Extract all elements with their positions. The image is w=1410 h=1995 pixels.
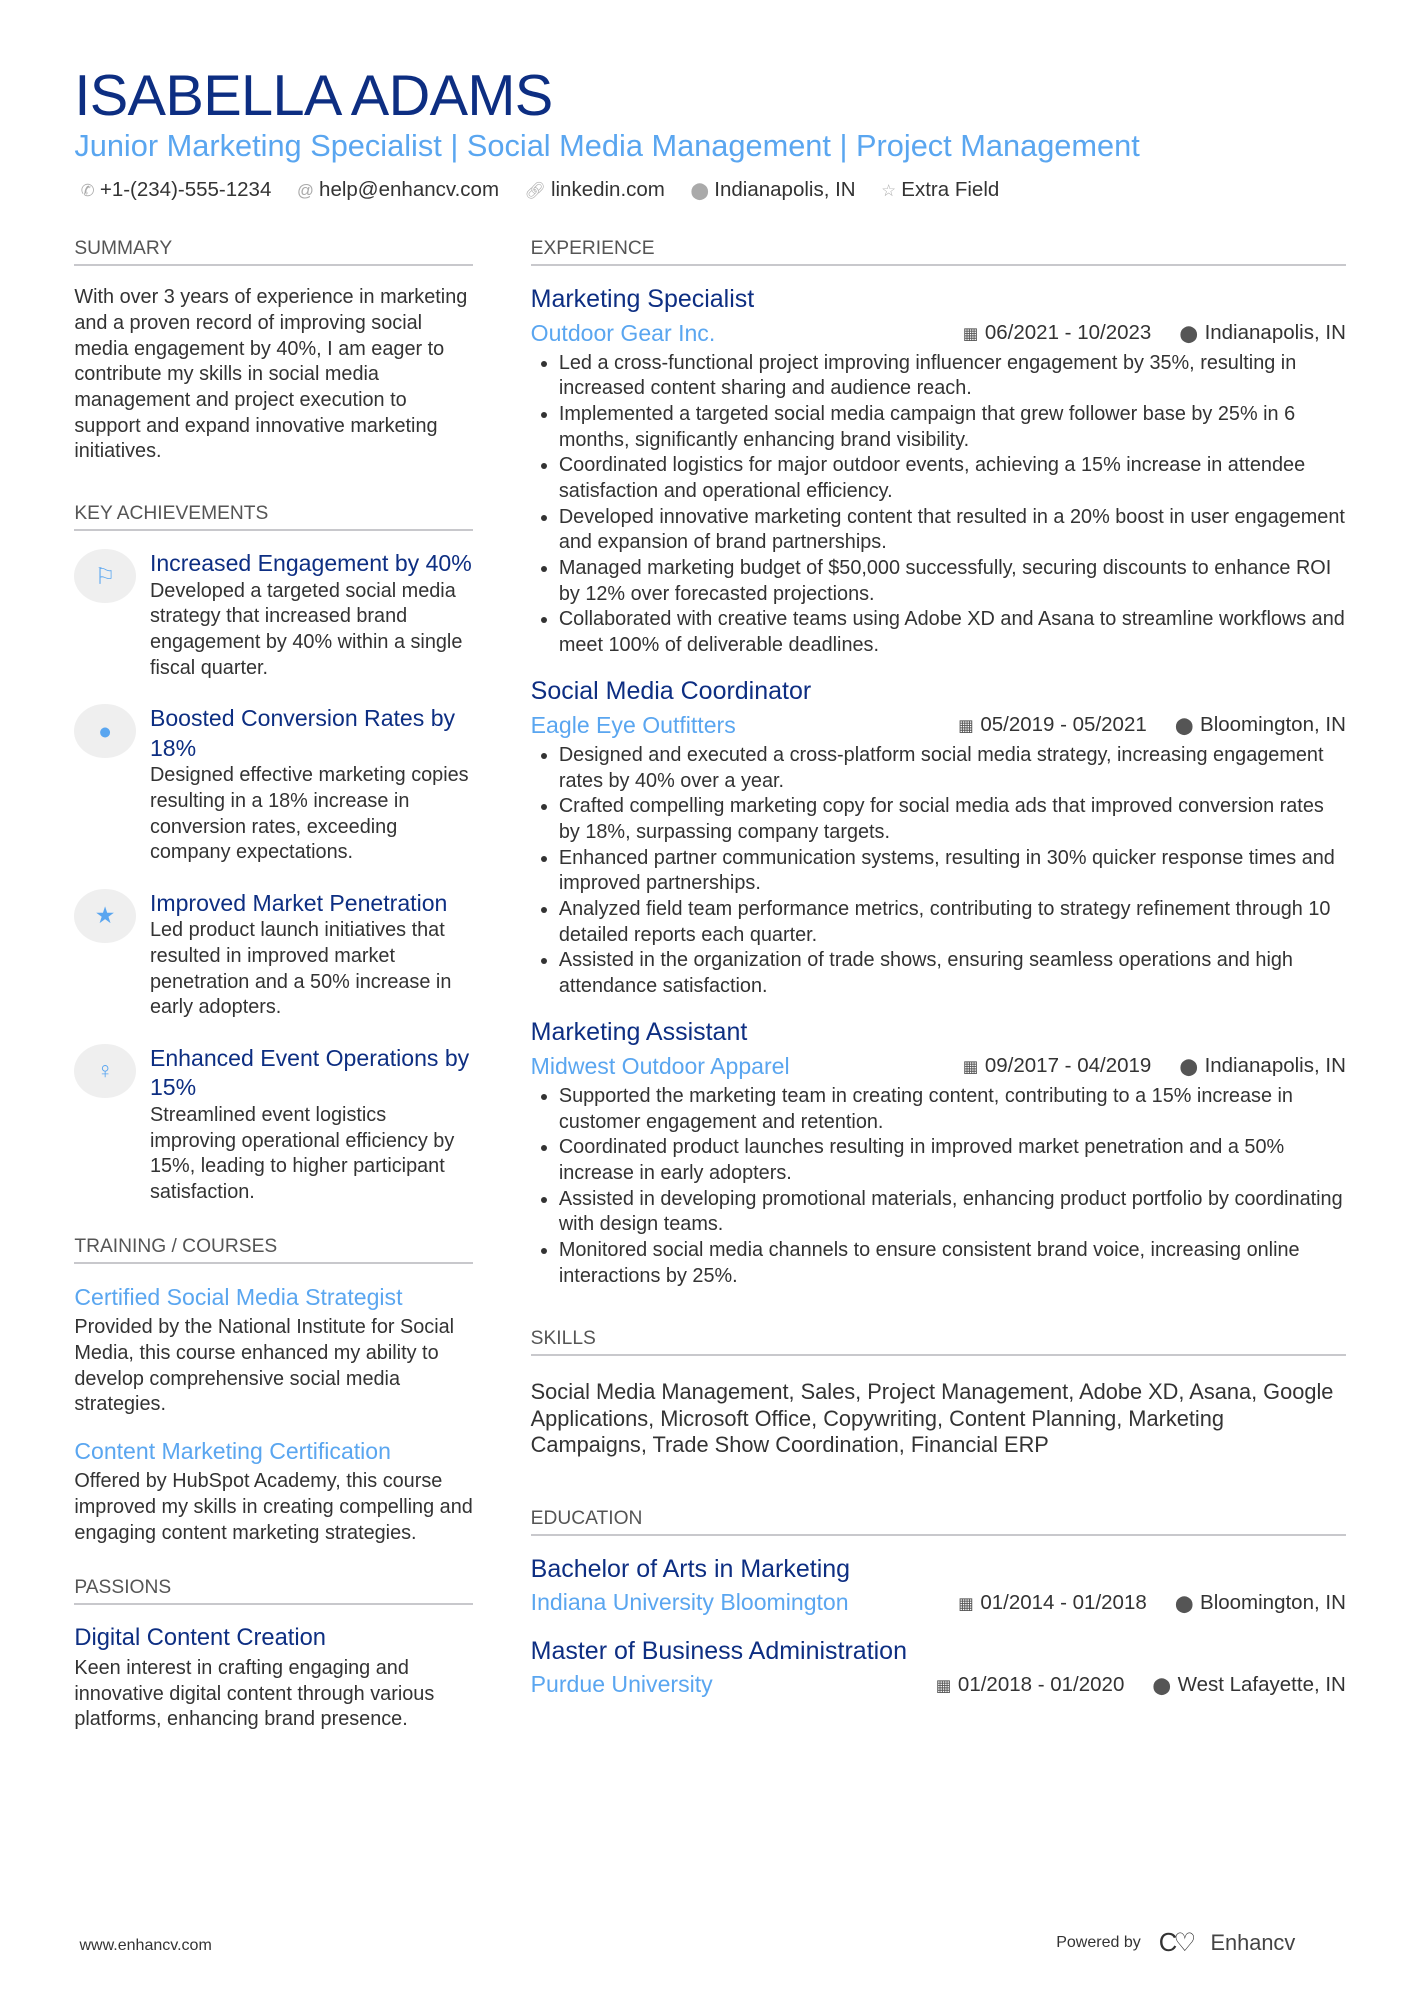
education-item: Bachelor of Arts in Marketing Indiana University Bloomington ▦ 01/2014 - 01/2018 ⬤ Bloomington, IN: [530, 1554, 1346, 1616]
flag-icon: ⚐: [74, 549, 136, 603]
achievements-list: [74, 549, 473, 1205]
section-heading-passions: PASSIONS: [74, 1577, 473, 1605]
experience-list: [531, 284, 1346, 1289]
job-title: Marketing Assistant: [530, 1018, 748, 1047]
section-heading-education: EDUCATION: [531, 1508, 1346, 1536]
job-title: Social Media Coordinator: [530, 677, 812, 706]
contact-extra: ☆ Extra Field: [881, 178, 1000, 202]
company-name: Midwest Outdoor Apparel: [530, 1052, 790, 1079]
experience-item: [531, 1017, 1346, 1289]
location-icon: ⬤: [1174, 1593, 1194, 1613]
section-heading-skills: SKILLS: [531, 1328, 1346, 1356]
course-item: Content Marketing Certification Offered by HubSpot Academy, this course improved my skills in creating compelling and engaging content marketing strategies.: [74, 1437, 473, 1544]
job-bullet: • Enhanced partner communication systems, resulting in 30% quicker response times and improved partnerships.: [559, 846, 1346, 897]
right-column: [531, 238, 1346, 1718]
phone-icon: ✆: [80, 181, 95, 201]
job-bullets: [531, 351, 1346, 659]
job-location: Indianapolis, IN: [1204, 1054, 1346, 1078]
job-bullet: • Monitored social media channels to ensure consistent brand voice, increasing online interactions by 25%.: [559, 1238, 1346, 1289]
calendar-icon: ▦: [935, 1675, 952, 1695]
contact-email[interactable]: @ help@enhancv.com: [297, 178, 500, 202]
job-dates: 09/2017 - 04/2019: [984, 1054, 1152, 1078]
contact-phone[interactable]: ✆ +1-(234)-555-1234: [80, 178, 272, 202]
at-icon: @: [297, 181, 314, 201]
candidate-title: Junior Marketing Specialist | Social Media Management | Project Management: [74, 127, 1140, 163]
job-location: Bloomington, IN: [1200, 713, 1346, 737]
company-name: Eagle Eye Outfitters: [530, 711, 736, 738]
summary-text: With over 3 years of experience in marketing and a proven record of improving social media engagement by 40%, I am eager to contribute my skills in social media management and project execution to support and expand innovative marketing initiatives.: [74, 286, 468, 463]
experience-item: [531, 284, 1346, 658]
candidate-name: ISABELLA ADAMS: [74, 63, 553, 128]
achievement-item: ♀ Enhanced Event Operations by 15% Streamlined event logistics improving operational efficiency by 15%, leading to higher participant satisfaction.: [74, 1044, 473, 1206]
job-bullets: [531, 743, 1346, 999]
section-heading-training: TRAINING / COURSES: [74, 1236, 473, 1264]
job-bullet: • Managed marketing budget of $50,000 successfully, securing discounts to enhance ROI by 12% over forecasted projections.: [559, 556, 1346, 607]
location-icon: ⬤: [1152, 1675, 1172, 1695]
job-bullet: • Designed and executed a cross-platform social media strategy, increasing engagement rates by 40% over a year.: [559, 743, 1346, 794]
contact-location: ⬤ Indianapolis, IN: [690, 178, 856, 202]
enhancv-logo-icon: C♡: [1158, 1928, 1193, 1957]
calendar-icon: ▦: [958, 716, 974, 736]
calendar-icon: ▦: [962, 1057, 979, 1077]
job-bullet: • Coordinated logistics for major outdoor events, achieving a 15% increase in attendee satisfaction and operational efficiency.: [559, 453, 1346, 504]
brain-icon: ●: [74, 704, 136, 758]
passion-item: Digital Content Creation Keen interest in crafting engaging and innovative digital content through various platforms, enhancing brand presence.: [74, 1624, 435, 1731]
achievement-item: ⚐ Increased Engagement by 40% Developed a targeted social media strategy that increased brand engagement by 40% within a single fiscal quarter.: [74, 549, 473, 681]
education-item: Master of Business Administration Purdue University ▦ 01/2018 - 01/2020 ⬤ West Lafayette, IN: [530, 1636, 1346, 1698]
achievement-item: ● Boosted Conversion Rates by 18% Designed effective marketing copies resulting in a 18% increase in conversion rates, exceeding company expectations.: [74, 704, 473, 866]
job-bullet: • Assisted in developing promotional materials, enhancing product portfolio by coordinating with design teams.: [559, 1187, 1346, 1238]
calendar-icon: ▦: [962, 323, 979, 343]
job-bullets: [531, 1084, 1346, 1289]
job-bullet: • Collaborated with creative teams using Adobe XD and Asana to streamline workflows and meet 100% of deliverable deadlines.: [559, 607, 1346, 658]
achievement-item: ★ Improved Market Penetration Led product launch initiatives that resulted in improved market penetration and a 50% increase in early adopters.: [74, 889, 473, 1021]
calendar-icon: ▦: [958, 1593, 974, 1613]
location-icon: ⬤: [1179, 1057, 1199, 1077]
experience-item: [531, 676, 1346, 999]
job-bullet: • Led a cross-functional project improving influencer engagement by 35%, resulting in increased content sharing and audience reach.: [559, 351, 1346, 402]
course-item: Certified Social Media Strategist Provided by the National Institute for Social Media, this course enhanced my ability to develop comprehensive social media strategies.: [74, 1284, 455, 1416]
section-heading-achievements: KEY ACHIEVEMENTS: [74, 503, 473, 531]
job-title: Marketing Specialist: [530, 285, 755, 314]
job-bullet: • Assisted in the organization of trade shows, ensuring seamless operations and high attendance satisfaction.: [559, 948, 1346, 999]
job-bullet: • Crafted compelling marketing copy for social media ads that improved conversion rates by 18%, surpassing company targets.: [559, 794, 1346, 845]
job-bullet: • Developed innovative marketing content that resulted in a 20% boost in user engagement and expansion of brand partnerships.: [559, 505, 1346, 556]
location-icon: ⬤: [690, 181, 710, 201]
job-bullet: • Coordinated product launches resulting in improved market penetration and a 50% increase in early adopters.: [559, 1135, 1346, 1186]
job-dates: 06/2021 - 10/2023: [984, 320, 1152, 344]
footer-branding: Powered by C♡ Enhancv: [1056, 1928, 1296, 1957]
job-bullet: • Implemented a targeted social media campaign that grew follower base by 25% in 6 months, significantly enhancing brand visibility.: [559, 402, 1346, 453]
left-column: [74, 238, 473, 1733]
section-heading-experience: EXPERIENCE: [531, 238, 1346, 266]
job-location: Indianapolis, IN: [1204, 320, 1346, 344]
lightbulb-icon: ♀: [74, 1044, 136, 1098]
location-icon: ⬤: [1179, 323, 1199, 343]
contact-linkedin[interactable]: 🔗︎ linkedin.com: [524, 178, 665, 202]
job-bullet: • Analyzed field team performance metrics, contributing to strategy refinement through 10 detailed reports each quarter.: [559, 897, 1346, 948]
skills-text: Social Media Management, Sales, Project Management, Adobe XD, Asana, Google Applications, Microsoft Office, Copywriting, Content Planning, Marketing Campaigns, Trade Show Coordination, Financial ERP: [530, 1378, 1334, 1458]
footer-website[interactable]: www.enhancv.com: [79, 1935, 212, 1954]
job-bullet: • Supported the marketing team in creating content, contributing to a 15% increase in customer engagement and retention.: [559, 1084, 1346, 1135]
section-heading-summary: SUMMARY: [74, 238, 473, 266]
star-icon: ☆: [881, 181, 897, 201]
job-dates: 05/2019 - 05/2021: [980, 713, 1147, 737]
contact-bar: [81, 178, 1000, 202]
location-icon: ⬤: [1174, 716, 1194, 736]
link-icon: 🔗︎: [524, 181, 546, 201]
company-name: Outdoor Gear Inc.: [530, 319, 716, 346]
star-icon: ★: [74, 889, 136, 943]
